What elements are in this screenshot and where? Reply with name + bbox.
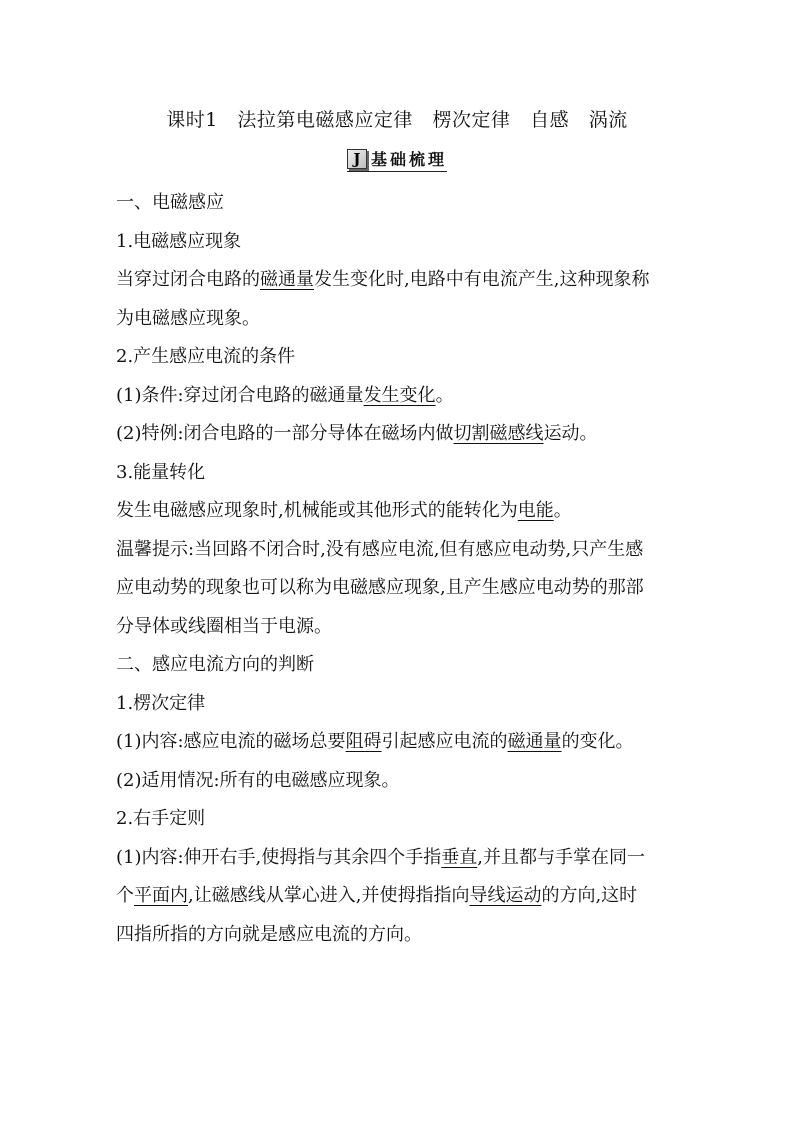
underlined-term: 平面内 [134, 885, 188, 906]
text-segment: 当穿过闭合电路的 [116, 269, 260, 290]
text-segment: 四指所指的方向就是感应电流的方向。 [116, 923, 422, 945]
text-segment: 1.电磁感应现象 [116, 230, 242, 252]
text-line [116, 454, 691, 493]
text-line [116, 685, 691, 724]
text-segment: (1)内容:感应电流的磁场总要 [116, 731, 346, 752]
text-segment: (2)适用情况:所有的电磁感应现象。 [116, 769, 400, 791]
text-segment: 个 [116, 885, 134, 906]
text-line [116, 184, 691, 223]
text-line [116, 877, 691, 916]
text-line [116, 569, 691, 608]
text-segment: 的方向,这时 [541, 885, 638, 906]
underlined-term: 电能 [517, 500, 554, 521]
underlined-term: 阻碍 [345, 731, 382, 752]
text-segment: 2.右手定则 [116, 808, 206, 829]
text-segment: 3.能量转化 [116, 461, 206, 483]
text-segment: 为电磁感应现象。 [116, 307, 260, 329]
text-line [116, 723, 691, 762]
text-segment: ,让磁感线从掌心进入,并使拇指指向 [188, 885, 470, 906]
underlined-term: 发生变化 [363, 384, 436, 406]
document-body [116, 184, 691, 954]
text-segment: 应电动势的现象也可以称为电磁感应现象,且产生感应电动势的那部 [116, 577, 644, 598]
text-line [116, 762, 691, 801]
text-segment: 。 [435, 384, 454, 406]
text-segment: 二、感应电流方向的判断 [116, 654, 314, 675]
text-line [116, 223, 691, 262]
badge-text: 基础梳理 [370, 150, 447, 169]
section-badge-wrapper [0, 147, 794, 172]
text-line [116, 839, 691, 878]
text-segment: 。 [553, 500, 572, 521]
text-segment: 发生电磁感应现象时,机械能或其他形式的能转化为 [116, 500, 518, 521]
text-line [116, 916, 691, 955]
underlined-term: 导线运动 [469, 885, 542, 906]
text-segment: 分导体或线圈相当于电源。 [116, 615, 332, 637]
text-line [116, 377, 691, 416]
section-badge [347, 147, 447, 172]
text-segment: 的变化。 [561, 731, 634, 752]
text-line [116, 300, 691, 339]
text-segment: ,并且都与手掌在同一 [477, 846, 646, 868]
text-line [116, 492, 691, 531]
text-segment: 一、电磁感应 [116, 192, 224, 213]
text-segment: 引起感应电流的 [381, 731, 508, 752]
text-segment: (1)条件:穿过闭合电路的磁通量 [116, 384, 364, 406]
text-segment: 1.楞次定律 [116, 692, 206, 714]
lesson-title: 课时1 法拉第电磁感应定律 楞次定律 自感 涡流 [166, 109, 628, 131]
text-segment: 2.产生感应电流的条件 [116, 346, 296, 367]
text-segment: 温馨提示:当回路不闭合时,没有感应电流,但有感应电动势,只产生感 [116, 538, 644, 560]
text-segment: (2)特例:闭合电路的一部分导体在磁场内做 [116, 423, 454, 444]
text-line [116, 531, 691, 570]
underlined-term: 切割磁感线 [453, 423, 544, 444]
text-line [116, 646, 691, 685]
text-segment: 运动。 [543, 423, 598, 444]
text-segment: (1)内容:伸开右手,使拇指与其余四个手指 [116, 846, 442, 868]
text-segment: 发生变化时,电路中有电流产生,这种现象称 [314, 269, 650, 290]
underlined-term: 垂直 [441, 846, 478, 868]
badge-letter-icon: J [347, 149, 367, 169]
text-line [116, 338, 691, 377]
text-line [116, 608, 691, 647]
text-line [116, 800, 691, 839]
text-line [116, 415, 691, 454]
underlined-term: 磁通量 [260, 269, 314, 290]
underlined-term: 磁通量 [507, 731, 562, 752]
text-line [116, 261, 691, 300]
